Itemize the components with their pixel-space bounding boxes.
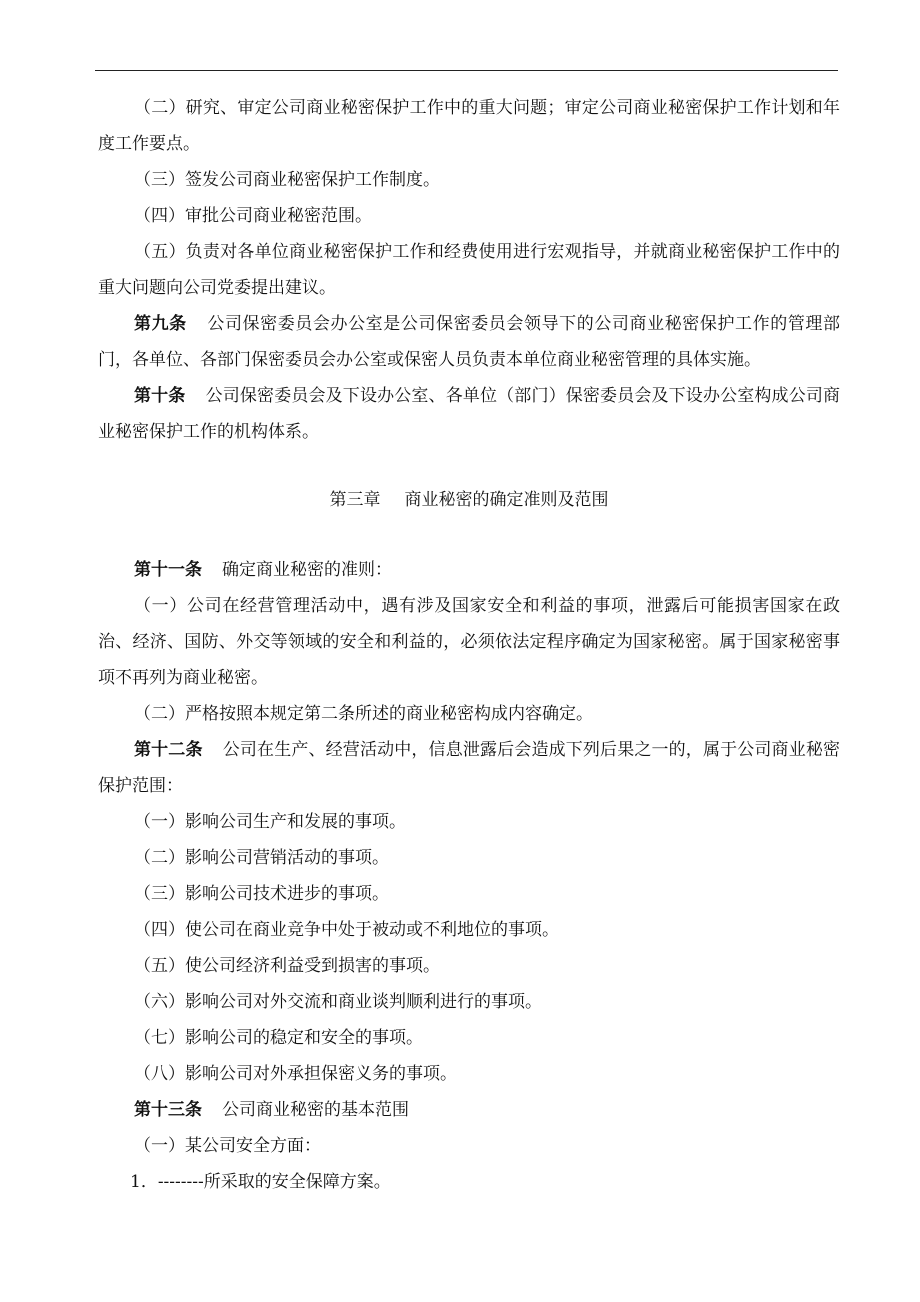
list-item: （五）负责对各单位商业秘密保护工作和经费使用进行宏观指导，并就商业秘密保护工作中的重大问题向公司党委提出建议。 <box>98 242 840 298</box>
article-text: 公司商业秘密的基本范围 <box>222 1100 409 1120</box>
chapter-title: 商业秘密的确定准则及范围 <box>404 490 609 510</box>
article-text: 公司保密委员会及下设办公室、各单位（部门）保密委员会及下设办公室构成公司商业秘密保护工作的机构体系。 <box>98 386 841 442</box>
article-11 <box>98 552 840 588</box>
list-item: （四）使公司在商业竞争中处于被动或不利地位的事项。 <box>134 920 559 940</box>
article-title: 第九条 <box>134 314 187 334</box>
list-item: （一）公司在经营管理活动中，遇有涉及国家安全和利益的事项，泄露后可能损害国家在政治、经济、国防、外交等领域的安全和利益的，必须依法定程序确定为国家秘密。属于国家秘密事项不再列为商业秘密。 <box>98 596 840 688</box>
list-item: （三）签发公司商业秘密保护工作制度。 <box>134 170 440 190</box>
article-title: 第十二条 <box>134 740 203 760</box>
document-body <box>98 90 840 1200</box>
article-title: 第十三条 <box>134 1100 202 1120</box>
list-item: （二）研究、审定公司商业秘密保护工作中的重大问题；审定公司商业秘密保护工作计划和年度工作要点。 <box>98 98 840 154</box>
list-item: （八）影响公司对外承担保密义务的事项。 <box>134 1064 457 1084</box>
list-item: （三）影响公司技术进步的事项。 <box>134 884 389 904</box>
list-item: （二）严格按照本规定第二条所述的商业秘密构成内容确定。 <box>134 704 593 724</box>
article-title: 第十条 <box>134 386 186 406</box>
list-item: （七）影响公司的稳定和安全的事项。 <box>134 1028 423 1048</box>
sub-list-item: 1．--------所采取的安全保障方案。 <box>130 1172 391 1192</box>
chapter-heading <box>98 482 840 518</box>
list-item: （四）审批公司商业秘密范围。 <box>134 206 372 226</box>
list-item: （一）影响公司生产和发展的事项。 <box>134 812 406 832</box>
article-12 <box>98 732 840 804</box>
article-text: 公司在生产、经营活动中，信息泄露后会造成下列后果之一的，属于公司商业秘密保护范围： <box>98 740 841 796</box>
article-9 <box>98 306 840 378</box>
list-item: （二）影响公司营销活动的事项。 <box>134 848 389 868</box>
article-10 <box>98 378 840 450</box>
header-rule <box>95 70 838 71</box>
article-title: 第十一条 <box>134 560 202 580</box>
article-13 <box>98 1092 840 1128</box>
list-item: （六）影响公司对外交流和商业谈判顺利进行的事项。 <box>134 992 542 1012</box>
chapter-number: 第三章 <box>329 490 381 510</box>
list-item: （五）使公司经济利益受到损害的事项。 <box>134 956 440 976</box>
list-item: （一）某公司安全方面： <box>134 1136 321 1156</box>
article-text: 确定商业秘密的准则： <box>222 560 392 580</box>
article-text: 公司保密委员会办公室是公司保密委员会领导下的公司商业秘密保护工作的管理部门，各单位、各部门保密委员会办公室或保密人员负责本单位商业秘密管理的具体实施。 <box>98 314 841 370</box>
